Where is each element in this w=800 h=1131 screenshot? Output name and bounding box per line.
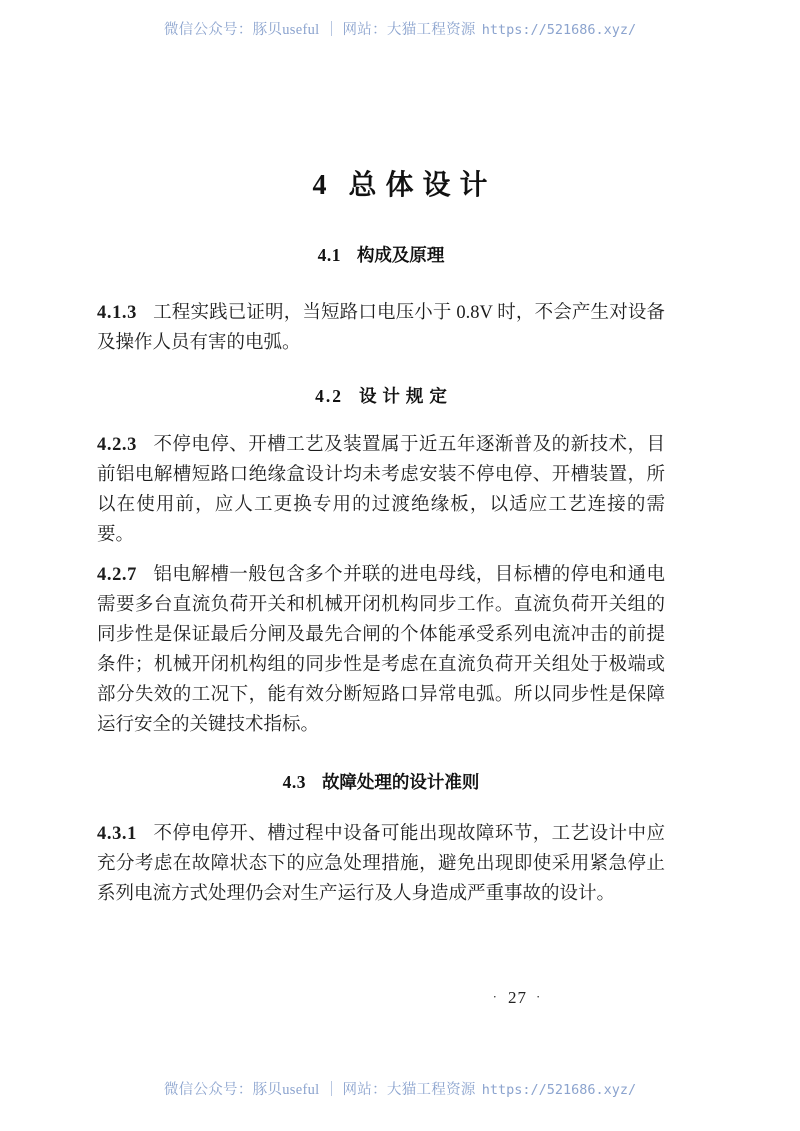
chapter-title	[0, 163, 800, 203]
watermark-footer	[0, 1078, 800, 1099]
watermark-wechat-label: 微信公众号：	[163, 22, 253, 38]
clause-number-4-1-3: 4.1.3	[97, 302, 137, 323]
clause-text-4-1-3: 工程实践已证明，当短路口电压小于 0.8V 时，不会产生对设备及操作人员有害的电弧。	[97, 302, 665, 353]
page-number-value: 27	[508, 988, 527, 1007]
section-heading-4-3	[97, 770, 665, 795]
watermark-footer-site-label: 网站：	[342, 1082, 387, 1098]
section-title-4-3: 故障处理的设计准则	[321, 772, 480, 792]
document-body	[97, 243, 665, 909]
page-number-dot-left: ·	[492, 989, 499, 1004]
clause-number-4-2-7: 4.2.7	[97, 565, 137, 585]
clause-text-4-3-1: 不停电停开、槽过程中设备可能出现故障环节，工艺设计中应充分考虑在故障状态下的应急处理措施，避免出现即使采用紧急停止系列电流方式处理仍会对生产运行及人身造成严重事故的设计。	[97, 823, 665, 904]
watermark-footer-wechat-value: 豚贝useful	[252, 1082, 320, 1098]
clause-text-4-2-7: 铝电解槽一般包含多个并联的进电母线，目标槽的停电和通电需要多台直流负荷开关和机械开闭机构同步工作。直流负荷开关组的同步性是保证最后分闸及最先合闸的个体能承受系列电流冲击的前提条件；机械开闭机构组的同步性是考虑在直流负荷开关组处于极端或部分失效的工况下，能有效分断短路口异常电弧。所以同步性是保障运行安全的关键技术指标。	[97, 565, 665, 735]
page-number-dot-right: ·	[536, 989, 543, 1004]
watermark-site-label: 网站：	[342, 22, 387, 38]
chapter-name: 总体设计	[348, 169, 497, 200]
clause-4-3-1	[97, 819, 665, 909]
section-number-4-3: 4.3	[282, 772, 306, 792]
watermark-url[interactable]: https://521686.xyz/	[481, 22, 637, 38]
watermark-footer-wechat-label: 微信公众号：	[163, 1082, 253, 1098]
clause-number-4-3-1: 4.3.1	[97, 823, 137, 844]
watermark-wechat-value: 豚贝useful	[252, 22, 320, 38]
clause-4-2-3	[97, 430, 665, 550]
section-heading-4-2	[97, 384, 665, 409]
clause-4-1-3	[97, 298, 665, 358]
watermark-footer-url[interactable]: https://521686.xyz/	[481, 1082, 637, 1098]
watermark-footer-divider	[331, 1081, 332, 1096]
section-number-4-2: 4.2	[315, 385, 343, 406]
page-number	[0, 988, 800, 1008]
section-title-4-2: 设计规定	[358, 385, 453, 406]
watermark-header	[0, 18, 800, 39]
section-heading-4-1	[97, 243, 665, 268]
clause-4-2-7	[97, 560, 665, 740]
chapter-number: 4	[312, 170, 327, 201]
watermark-divider	[331, 21, 332, 36]
section-number-4-1: 4.1	[317, 245, 341, 265]
watermark-site-value: 大猫工程资源	[386, 22, 476, 38]
clause-text-4-2-3: 不停电停、开槽工艺及装置属于近五年逐渐普及的新技术，目前铝电解槽短路口绝缘盒设计均未考虑安装不停电停、开槽装置，所以在使用前，应人工更换专用的过渡绝缘板，以适应工艺连接的需要。	[97, 435, 665, 545]
watermark-footer-site-value: 大猫工程资源	[386, 1082, 476, 1098]
section-title-4-1: 构成及原理	[356, 245, 445, 265]
clause-number-4-2-3: 4.2.3	[97, 435, 137, 455]
